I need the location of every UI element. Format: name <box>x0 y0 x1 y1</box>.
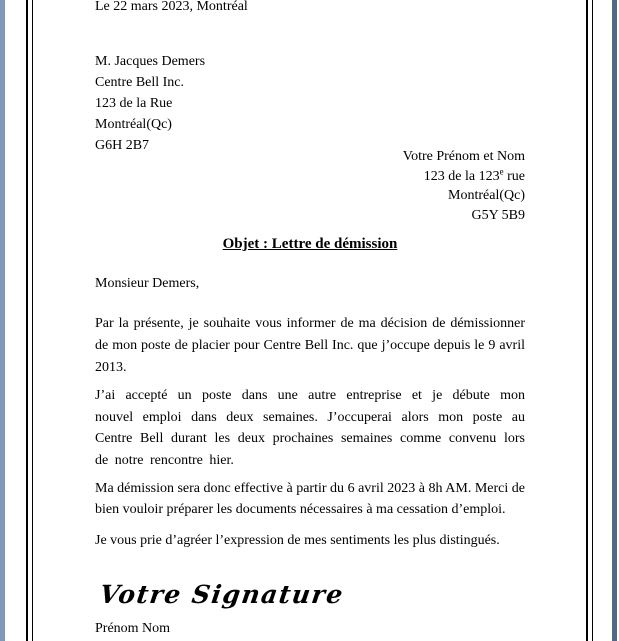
recipient-city: Montréal(Qc) <box>95 117 172 132</box>
body-paragraph-3: Ma démission sera donc effective à partir du 6 avril 2023 à 8h AM. Merci de bien vouloir préparer les documents nécessaires à ma cessation d’emploi. <box>95 481 525 517</box>
page-border-left-outer <box>26 0 28 641</box>
recipient-name: M. Jacques Demers <box>95 54 206 69</box>
signature-script: Votre Signature <box>97 580 346 609</box>
ordinal-superscript: e <box>499 165 504 176</box>
page-border-right-inner <box>586 0 588 641</box>
page-border-left-inner <box>32 0 34 641</box>
window-edge-left-strip <box>0 0 5 641</box>
recipient-street: 123 de la Rue <box>95 96 173 111</box>
sender-block <box>403 147 525 225</box>
sender-name: Votre Prénom et Nom <box>402 149 525 164</box>
body-paragraph-2: J’ai accepté un poste dans une autre entreprise et je débute mon nouvel emploi dans deux semaines. J’occuperai alors mon poste au Centre Bell durant les deux prochaines semaines comme convenu lors de notre rencontre hier. <box>95 388 525 468</box>
recipient-company: Centre Bell Inc. <box>95 75 185 90</box>
body-paragraph-1: Par la présente, je souhaite vous informer de ma décision de démissionner de mon poste de placier pour Centre Bell Inc. que j’occupe depuis le 9 avril 2013. <box>95 316 525 375</box>
date-line: Le 22 mars 2023, Montréal <box>95 0 248 14</box>
sender-street <box>403 167 525 187</box>
sender-city: Montréal(Qc) <box>448 188 525 203</box>
sender-street-pre: 123 de la 123 <box>423 168 500 184</box>
window-edge-right-strip <box>612 0 617 641</box>
signature-name: Prénom Nom <box>95 621 171 636</box>
page-border-right-outer <box>592 0 594 641</box>
sender-street-post: rue <box>503 168 525 184</box>
subject-line: Objet : Lettre de démission <box>222 236 398 252</box>
letter-content[interactable] <box>95 0 525 641</box>
body-paragraph-4: Je vous prie d’agréer l’expression de mes sentiments les plus distingués. <box>95 533 500 548</box>
recipient-postal-code: G6H 2B7 <box>95 138 150 153</box>
sender-postal-code: G5Y 5B9 <box>471 207 525 223</box>
salutation: Monsieur Demers, <box>95 276 200 291</box>
recipient-block <box>95 51 205 156</box>
